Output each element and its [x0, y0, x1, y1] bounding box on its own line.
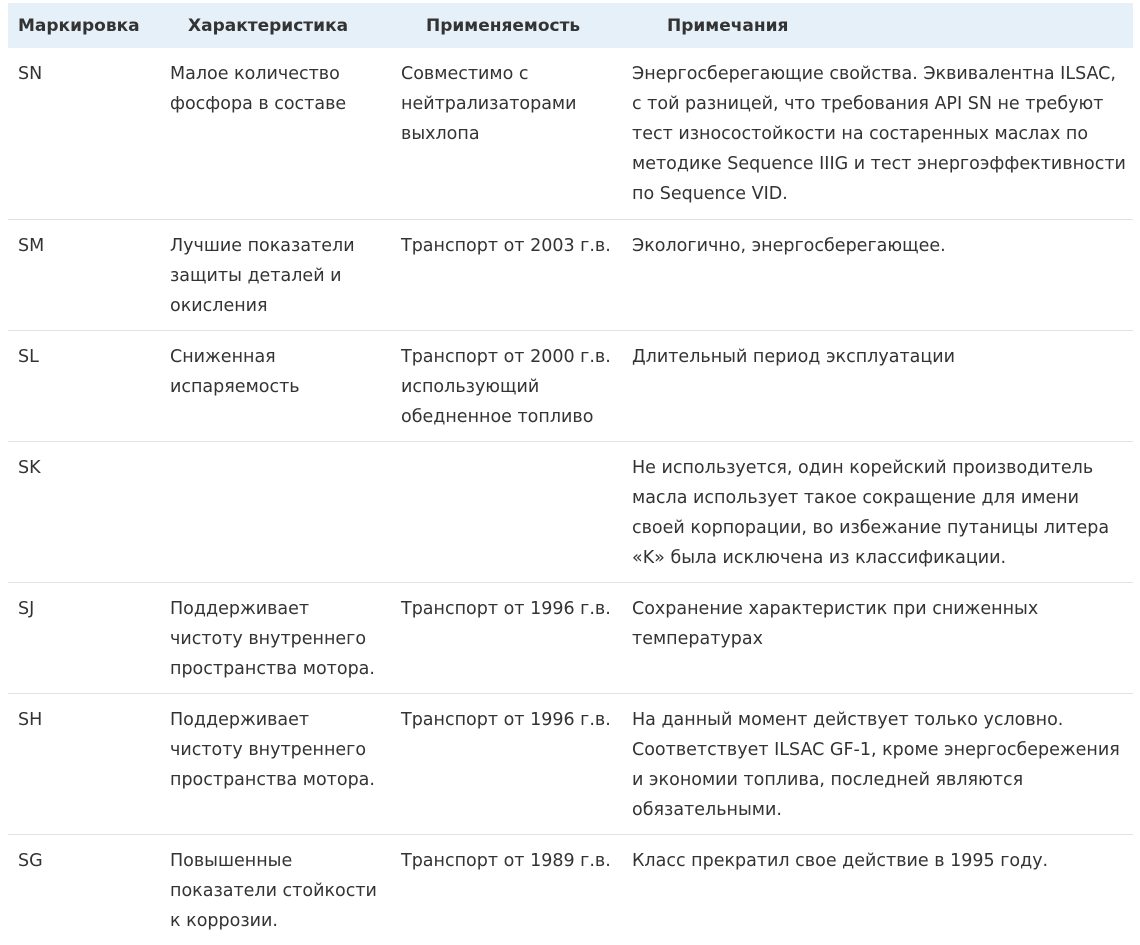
- cell-notes: Не используется, один корейский производитель масла использует такое сокращение для имени своей корпорации, во избежание путаницы литера «K» была исключена из классификации.: [632, 457, 1110, 568]
- cell-characteristic: Малое количество фосфора в составе: [170, 64, 347, 114]
- cell-marking: SH: [18, 709, 43, 730]
- cell-applicability: [391, 441, 622, 582]
- cell-characteristic: Поддерживает чистоту внутреннего пространства мотора.: [170, 598, 375, 679]
- table-row: [8, 441, 1133, 582]
- header-marking: Маркировка: [18, 15, 140, 36]
- cell-applicability: Транспорт от 1996 г.в.: [401, 598, 611, 619]
- table-row: [8, 693, 1133, 834]
- header-characteristic: Характеристика: [188, 15, 349, 36]
- cell-marking: SN: [18, 64, 43, 84]
- cell-applicability: Совместимо с нейтрализаторами выхлопа: [401, 64, 577, 144]
- table-header: [8, 3, 1133, 48]
- cell-notes: Класс прекратил свое действие в 1995 году.: [632, 850, 1049, 871]
- cell-marking: SK: [18, 457, 41, 478]
- table-row: [8, 330, 1133, 441]
- cell-notes: Сохранение характеристик при сниженных температурах: [632, 598, 1039, 649]
- header-row: [8, 3, 1133, 48]
- cell-notes: Энергосберегающие свойства. Эквивалентна ILSAC, с той разницей, что требования API SN не требуют тест износостойкости на состаренных маслах по методике Sequence IIIG и тест энергоэффективности по Sequence VID.: [632, 64, 1126, 204]
- cell-applicability: Транспорт от 1996 г.в.: [401, 709, 611, 730]
- oil-classification-table: [8, 3, 1133, 945]
- cell-notes: Экологично, энергосберегающее.: [632, 235, 946, 256]
- table-row: [8, 219, 1133, 330]
- cell-characteristic: Сниженная испаряемость: [170, 346, 300, 397]
- cell-notes: Длительный период эксплуатации: [632, 346, 956, 367]
- table-row: [8, 48, 1133, 219]
- cell-applicability: Транспорт от 1989 г.в.: [401, 850, 611, 871]
- cell-marking: SG: [18, 850, 43, 871]
- cell-marking: SL: [18, 346, 39, 367]
- cell-characteristic: [160, 441, 391, 582]
- cell-characteristic: Поддерживает чистоту внутреннего пространства мотора.: [170, 709, 375, 790]
- header-notes: Примечания: [667, 15, 789, 36]
- cell-characteristic: Лучшие показатели защиты деталей и окисления: [170, 235, 355, 316]
- cell-applicability: Транспорт от 2003 г.в.: [401, 235, 611, 256]
- cell-marking: SM: [18, 235, 45, 256]
- header-applicability: Применяемость: [426, 15, 581, 36]
- cell-applicability: Транспорт от 2000 г.в. использующий обедненное топливо: [401, 346, 611, 427]
- cell-characteristic: Повышенные показатели стойкости к коррозии.: [170, 850, 377, 931]
- table-row: [8, 582, 1133, 693]
- cell-notes: На данный момент действует только условно. Соответствует ILSAC GF-1, кроме энергосбережения и экономии топлива, последней являются обязательными.: [632, 709, 1120, 820]
- table-body: [8, 48, 1133, 945]
- table-row: [8, 834, 1133, 945]
- cell-marking: SJ: [18, 598, 35, 619]
